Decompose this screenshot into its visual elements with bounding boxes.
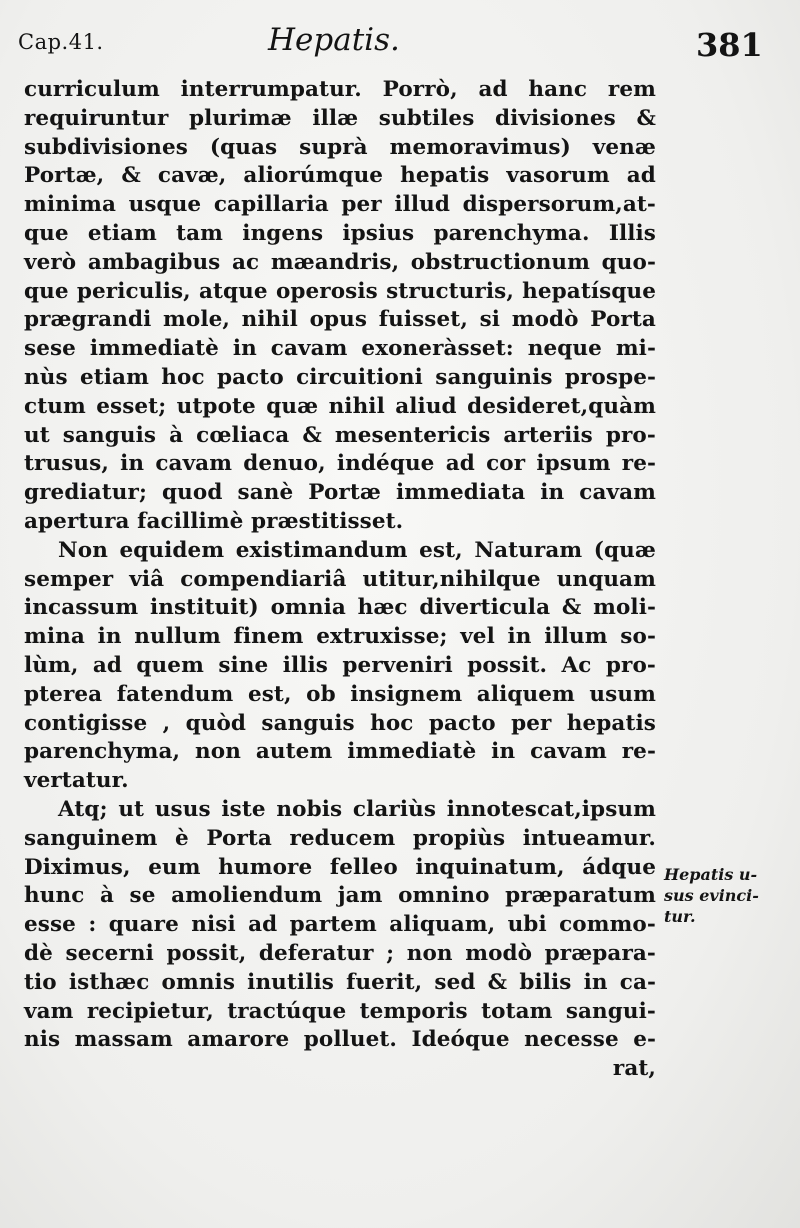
text-line: requiruntur plurimæ illæ subtiles divisiones & [24,105,656,131]
text-line: ctum esset; utpote quæ nihil aliud desideret,quàm [24,393,656,419]
text-line: grediatur; quod sanè Portæ immediata in cavam [24,480,656,506]
body-text [24,76,656,1084]
text-line: esse : quare nisi ad partem aliquam, ubi commo- [24,912,656,938]
text-line: incassum instituit) omnia hæc diverticula & moli- [24,595,656,621]
text-line: subdivisiones (quas suprà memoravimus) venæ [24,134,656,160]
chapter-label: Cap.41. [18,30,104,54]
text-line: Atq; ut usus iste nobis clariùs innotescat,ipsum [58,796,656,822]
text-line: tio isthæc omnis inutilis fuerit, sed & bilis in ca- [24,969,656,995]
text-line: ut sanguis à cœliaca & mesentericis arteriis pro- [24,422,656,448]
text-line: que periculis, atque operosis structuris, hepatísque [24,278,656,304]
text-line: apertura facillimè præstitisset. [24,508,404,534]
text-line: Non equidem existimandum est, Naturam (quæ [58,537,656,563]
text-line: contigisse , quòd sanguis hoc pacto per hepatis [24,710,656,736]
text-line: pterea fatendum est, ob insignem aliquem usum [24,681,656,707]
text-line: sanguinem è Porta reducem propiùs intueamur. [24,825,656,851]
text-line: minima usque capillaria per illud dispersorum,at- [24,192,656,218]
margin-note-line: Hepatis u- [664,865,758,884]
text-line: hunc à se amoliendum jam omnino præparatum [24,883,656,909]
page-number: 381 [696,26,763,64]
text-line: lùm, ad quem sine illis perveniri possit. Ac pro- [24,652,656,678]
running-head [18,22,778,66]
running-title: Hepatis. [268,22,400,58]
text-line: dè secerni possit, deferatur ; non modò præpara- [24,940,656,966]
text-line: prægrandi mole, nihil opus fuisset, si modò Porta [24,307,656,333]
text-line: parenchyma, non autem immediatè in cavam re- [24,739,656,765]
text-line: trusus, in cavam denuo, indéque ad cor ipsum re- [24,451,656,477]
text-line: verò ambagibus ac mæandris, obstructionum quo- [24,249,656,275]
text-line: Diximus, eum humore felleo inquinatum, ádque [24,854,656,880]
margin-note [664,864,794,927]
margin-note-line: tur. [664,907,696,926]
text-line: que etiam tam ingens ipsius parenchyma. Illis [24,220,656,246]
text-line: vertatur. [24,768,129,794]
text-line: rat, [612,1056,656,1082]
text-line: sese immediatè in cavam exoneràsset: neque mi- [24,336,656,362]
text-line: curriculum interrumpatur. Porrò, ad hanc rem [24,77,656,102]
text-line: mina in nullum finem extruxisse; vel in illum so- [24,624,656,650]
text-line: semper viâ compendiariâ utitur,nihilque unquam [24,566,656,592]
text-line: nis massam amarore polluet. Ideóque necesse e- [24,1027,656,1053]
margin-note-line: sus evinci- [664,886,759,905]
text-line: vam recipietur, tractúque temporis totam sangui- [24,998,656,1024]
text-line: nùs etiam hoc pacto circuitioni sanguinis prospe- [24,364,656,390]
text-line: Portæ, & cavæ, aliorúmque hepatis vasorum ad [24,163,656,189]
